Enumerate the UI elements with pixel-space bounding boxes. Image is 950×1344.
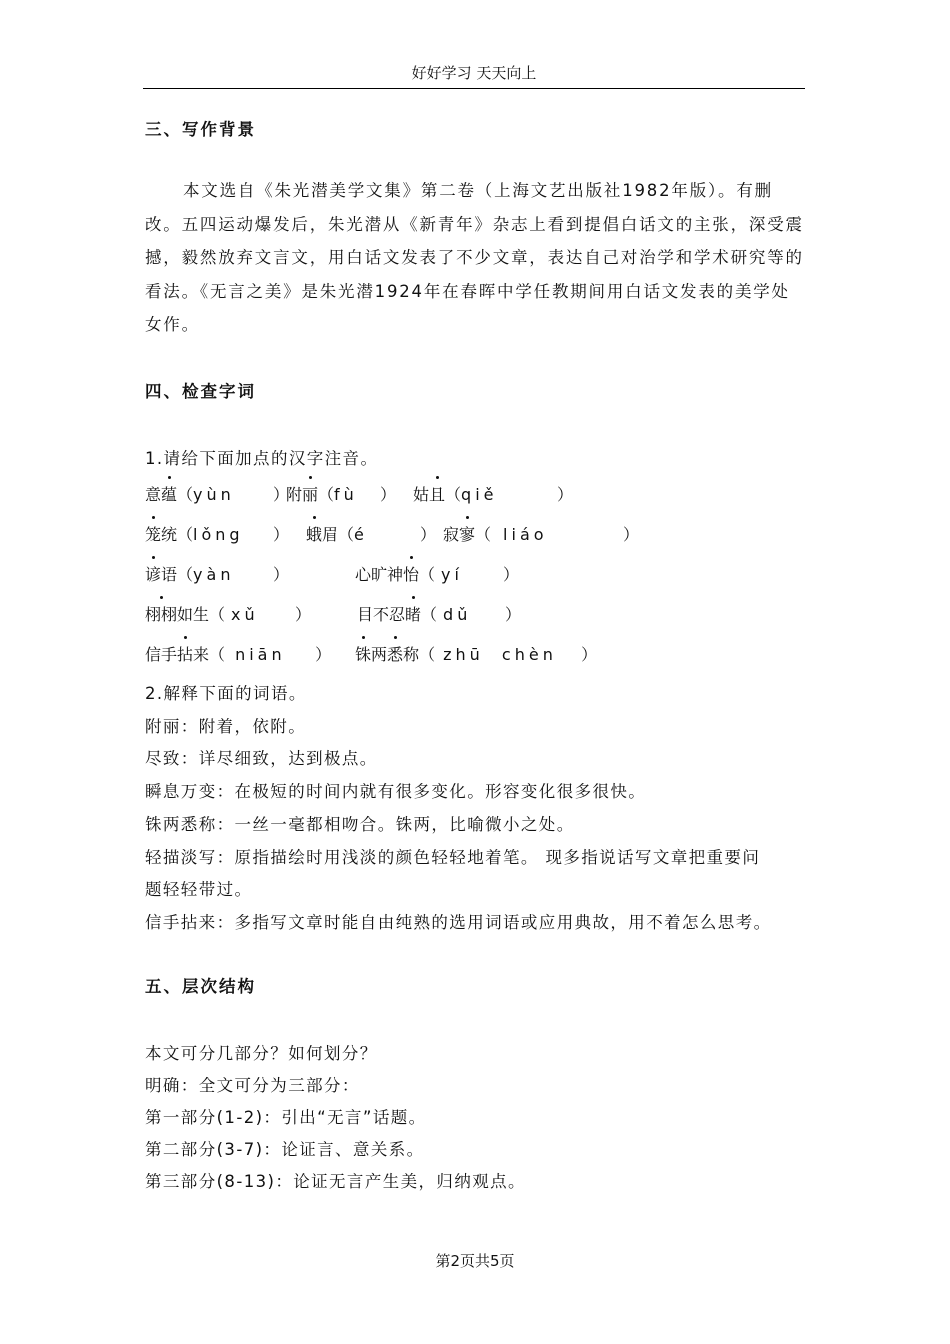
definition-line: 铢两悉称：一丝一毫都相吻合。铢两，比喻微小之处。 (145, 815, 575, 834)
dotted-char: 且 (429, 482, 445, 505)
page-number: 第2页共5页 (435, 1252, 515, 1270)
dotted-char: 栩栩 (145, 602, 177, 625)
pinyin-item: 意蕴（yùn ） (145, 482, 289, 505)
pinyin-answer: liáo (503, 525, 548, 544)
question-1: 1.请给下面加点的汉字注音。 (145, 449, 379, 468)
structure-line: 第三部分(8-13)：论证无言产生美，归纳观点。 (145, 1172, 526, 1191)
dotted-char: 丽 (302, 482, 318, 505)
dotted-char: 悉 (387, 642, 403, 665)
pinyin-answer: niān (235, 645, 286, 664)
pinyin-item: 笼统（lǒng ） (145, 522, 289, 545)
pinyin-item: 姑且（qiě ） (413, 482, 573, 505)
pinyin-item: 蛾眉（é ） (306, 522, 436, 545)
definition-line: 题轻轻带过。 (145, 880, 253, 899)
definition-line: 瞬息万变：在极短的时间内就有很多变化。形容变化很多很快。 (145, 782, 647, 801)
section-heading-vocabulary: 四、检查字词 (145, 382, 256, 401)
pinyin-answer: qiě (461, 485, 498, 504)
pinyin-answer: lǒng (193, 525, 244, 544)
pinyin-answer: dǔ (443, 605, 472, 624)
dotted-char: 睹 (405, 602, 421, 625)
pinyin-item: 信手拈来（ niān ） (145, 642, 331, 665)
structure-line: 第二部分(3-7)：论证言、意关系。 (145, 1140, 425, 1159)
pinyin-item: 心旷神怡（ yí ） (355, 562, 519, 585)
pinyin-answer: xǔ (231, 605, 259, 624)
pinyin-item: 目不忍睹（ dǔ ） (357, 602, 521, 625)
question-2: 2.解释下面的词语。 (145, 684, 307, 703)
dotted-char: 谚 (145, 562, 161, 585)
dotted-char: 蛾 (306, 522, 322, 545)
structure-line: 第一部分(1-2)：引出“无言”话题。 (145, 1108, 427, 1127)
pinyin-answer: yùn (193, 485, 235, 504)
pinyin-answer: fù (334, 485, 358, 504)
structure-line: 明确：全文可分为三部分： (145, 1076, 360, 1095)
definition-line: 信手拈来：多指写文章时能自由纯熟的选用词语或应用典故，用不着怎么思考。 (145, 913, 772, 932)
pinyin-answer: zhū chèn (443, 645, 557, 664)
header-rule (143, 88, 805, 89)
pinyin-item: 铢两悉称（ zhū chèn ） (355, 642, 597, 665)
pinyin-item: 附丽（fù ） (286, 482, 396, 505)
section-heading-background: 三、写作背景 (145, 120, 256, 139)
background-paragraph: 本文选自《朱光潜美学文集》第二卷（上海文艺出版社1982年版）。有删改。五四运动爆发后，朱光潜从《新青年》杂志上看到提倡白话文的主张，深受震撼，毅然放弃文言文，用白话文发表了不少文章，表达自己对治学和学术研究等的看法。《无言之美》是朱光潜1924年在春晖中学任教期间用白话文发表的美学处女作。 (145, 181, 804, 334)
pinyin-item: 栩栩如生（ xǔ ） (145, 602, 311, 625)
pinyin-item: 谚语（yàn ） (145, 562, 289, 585)
dotted-char: 怡 (403, 562, 419, 585)
dotted-char: 寥 (459, 522, 475, 545)
page-header: 好好学习 天天向上 (411, 64, 537, 82)
dotted-char: 铢 (355, 642, 371, 665)
definition-line: 尽致：详尽细致，达到极点。 (145, 749, 378, 768)
pinyin-answer: é (354, 525, 368, 544)
definition-line: 轻描淡写：原指描绘时用浅淡的颜色轻轻地着笔。 现多指说话写文章把重要问 (145, 848, 761, 867)
pinyin-answer: yàn (193, 565, 235, 584)
pinyin-item: 寂寥（ liáo ） (443, 522, 639, 545)
dotted-char: 蕴 (161, 482, 177, 505)
dotted-char: 拈 (177, 642, 193, 665)
structure-line: 本文可分几部分？如何划分？ (145, 1044, 378, 1063)
section-heading-structure: 五、层次结构 (145, 977, 256, 996)
definition-line: 附丽：附着，依附。 (145, 717, 307, 736)
pinyin-answer: yí (441, 565, 463, 584)
dotted-char: 笼 (145, 522, 161, 545)
